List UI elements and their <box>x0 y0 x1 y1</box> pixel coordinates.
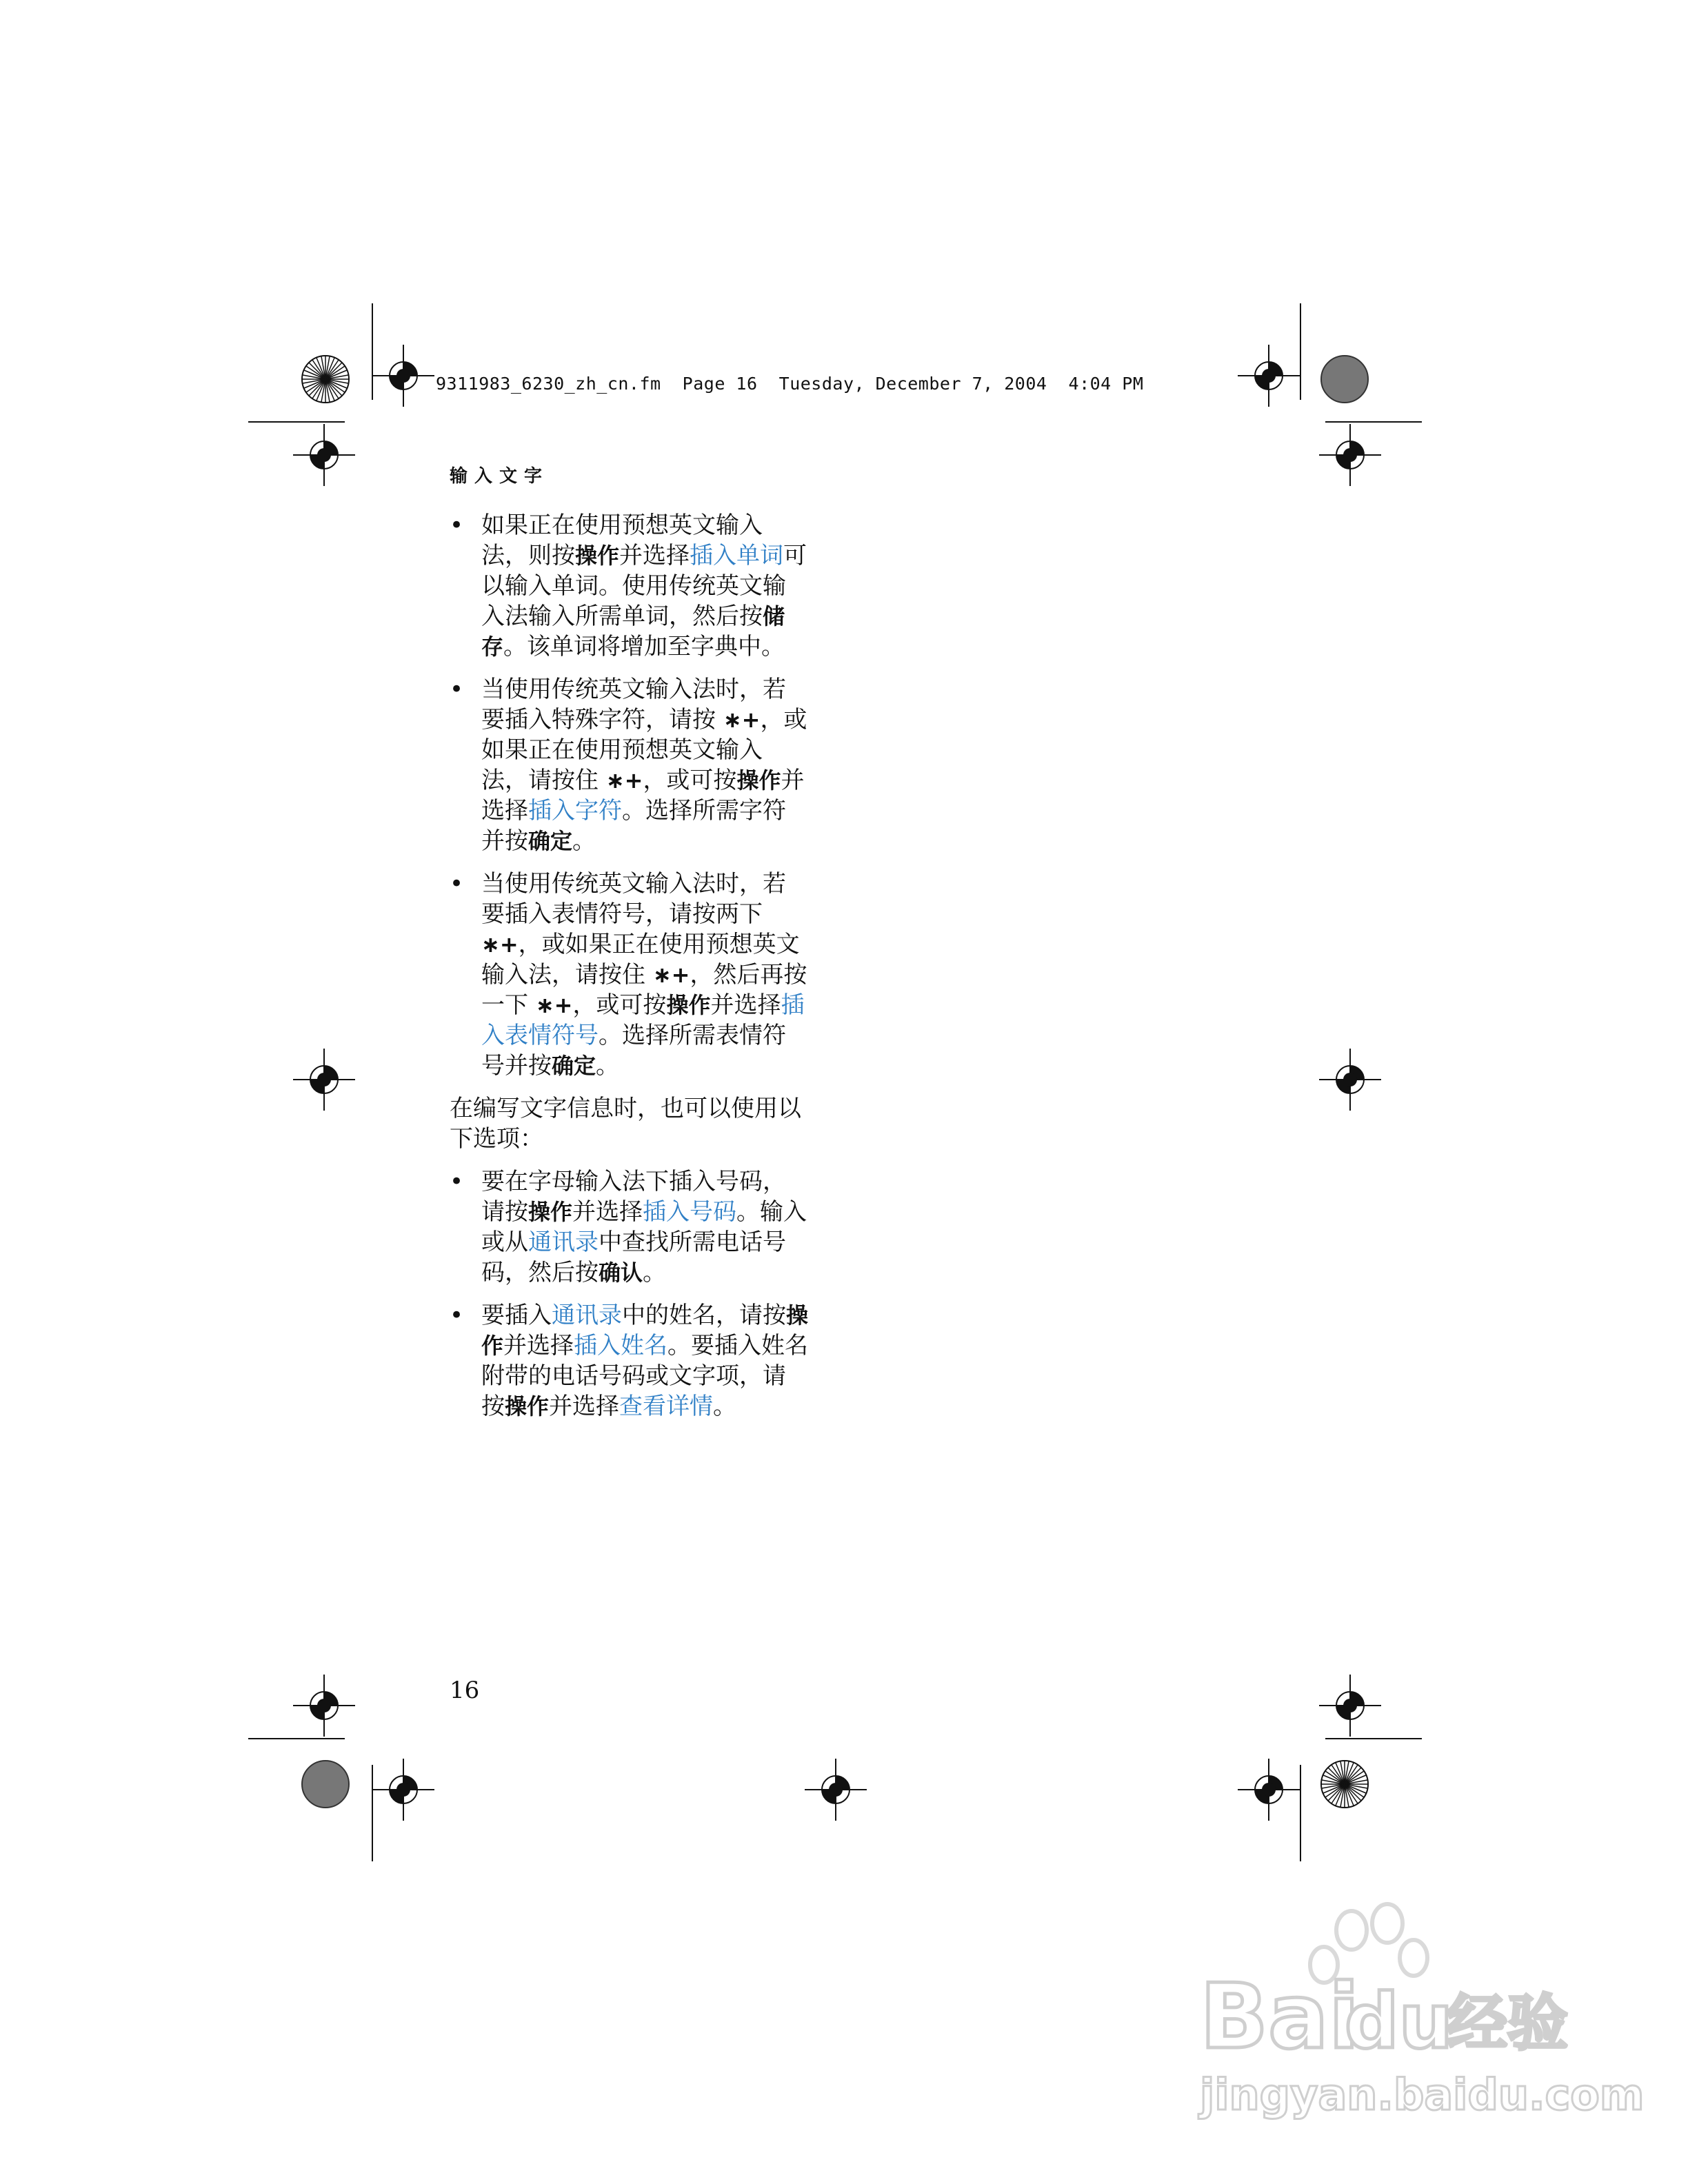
baidu-watermark-logo <box>1186 1903 1645 2130</box>
bold-term: 储存 <box>481 603 785 660</box>
bullet-dot: • <box>450 870 464 898</box>
body-text: 。输入或从 <box>481 1198 807 1256</box>
menu-option-link: 通讯录 <box>528 1228 599 1256</box>
body-text: 可以输入单词。使用传统英文输入法输入所需单词，然后按 <box>481 542 807 630</box>
body-text: ，然后再按一下 <box>481 961 807 1019</box>
section-title: 输入文字 <box>450 466 550 487</box>
body-text: 。选择所需字符并按 <box>481 797 786 855</box>
bold-term: 确定 <box>528 828 573 854</box>
bold-term: 操作 <box>505 1393 550 1419</box>
body-text: ，或如果正在使用预想英文输入法，请按住 <box>481 931 800 989</box>
bullets_b-bullet-item <box>450 1300 808 1422</box>
menu-option-link: 通讯录 <box>552 1302 622 1329</box>
bullet-dot: • <box>450 1302 464 1329</box>
bold-term: ∗+ <box>723 707 761 733</box>
bold-term: 操作 <box>666 992 711 1018</box>
bullet-list-b <box>450 1166 808 1422</box>
bullets_a-bullet-item <box>450 869 808 1081</box>
bullets_a-bullet-item <box>450 674 808 856</box>
body-text: 中查找所需电话号码，然后按 <box>481 1228 786 1286</box>
intro-paragraph: 在编写文字信息时，也可以使用以下选项： <box>450 1095 801 1153</box>
file-header: 9311983_6230_zh_cn.fm Page 16 Tuesday, December 7, 2004 4:04 PM <box>436 374 1144 394</box>
menu-option-link: 插入字符 <box>528 797 622 825</box>
watermark-suffix: 经验 <box>1447 1988 1569 2059</box>
body-text: 如果正在使用预想英文输入法，则按 <box>481 512 763 569</box>
bullet-dot: • <box>450 1168 464 1195</box>
body-text: 当使用传统英文输入法时，若要插入表情符号，请按两下 <box>481 870 786 928</box>
body-text: 。该单词将增加至字典中。 <box>503 633 785 660</box>
bullet-list-a <box>450 510 808 1081</box>
bold-term: 操作 <box>528 1199 573 1225</box>
watermark-brand: Bai <box>1200 1964 1360 2069</box>
body-text: 。选择所需表情符号并按 <box>481 1022 786 1080</box>
body-text: 中的姓名，请按 <box>622 1302 786 1329</box>
menu-option-link: 查看详情 <box>619 1393 714 1420</box>
body-text: ，或如果正在使用预想英文输入法，请按住 <box>481 706 807 794</box>
body-text: 并选择 <box>481 767 805 825</box>
body-text: 并选择 <box>549 1393 620 1420</box>
menu-option-link: 插入单词 <box>690 542 784 569</box>
body-text: 。要插入姓名附带的电话号码或文字项，请按 <box>481 1332 809 1420</box>
menu-option-link: 插入号码 <box>643 1198 737 1226</box>
watermark-url: jingyan.baidu.com <box>1200 2070 1645 2120</box>
body-text: ，或可按 <box>643 767 737 794</box>
bullet-dot: • <box>450 676 464 703</box>
bullet-dot: • <box>450 512 464 539</box>
bold-term: ∗+ <box>605 767 643 793</box>
body-text: 。 <box>713 1393 737 1420</box>
bold-term: ∗+ <box>481 931 519 958</box>
body-text: 并选择 <box>503 1332 574 1359</box>
bullets_a-bullet-item <box>450 510 808 662</box>
body-text: 。 <box>643 1259 667 1286</box>
menu-option-link: 插入姓名 <box>574 1332 668 1359</box>
body-text: 当使用传统英文输入法时，若要插入特殊字符，请按 <box>481 676 786 734</box>
body-text: 并选择 <box>710 991 781 1019</box>
menu-option-link: 插入表情符号 <box>481 991 805 1049</box>
body-text: 并选择 <box>572 1198 643 1226</box>
body-text: 要在字母输入法下插入号码，请按 <box>481 1168 786 1226</box>
bold-term: 确定 <box>552 1053 596 1079</box>
body-text: 。 <box>596 1052 620 1080</box>
body-text: 。 <box>572 827 596 855</box>
bold-term: ∗+ <box>535 992 573 1018</box>
page-number: 16 <box>450 1677 480 1704</box>
body-text: ，或可按 <box>572 991 667 1019</box>
watermark-brand2: du <box>1345 1977 1454 2065</box>
bold-term: 操作 <box>736 767 781 793</box>
bold-term: 操作 <box>481 1302 809 1359</box>
body-text: 并选择 <box>619 542 690 569</box>
body-text: 要插入 <box>481 1302 552 1329</box>
body-content <box>450 510 808 1434</box>
bold-term: 操作 <box>575 543 620 569</box>
bold-term: 确认 <box>599 1260 643 1286</box>
bold-term: ∗+ <box>652 962 690 988</box>
bullets_b-bullet-item <box>450 1166 808 1288</box>
